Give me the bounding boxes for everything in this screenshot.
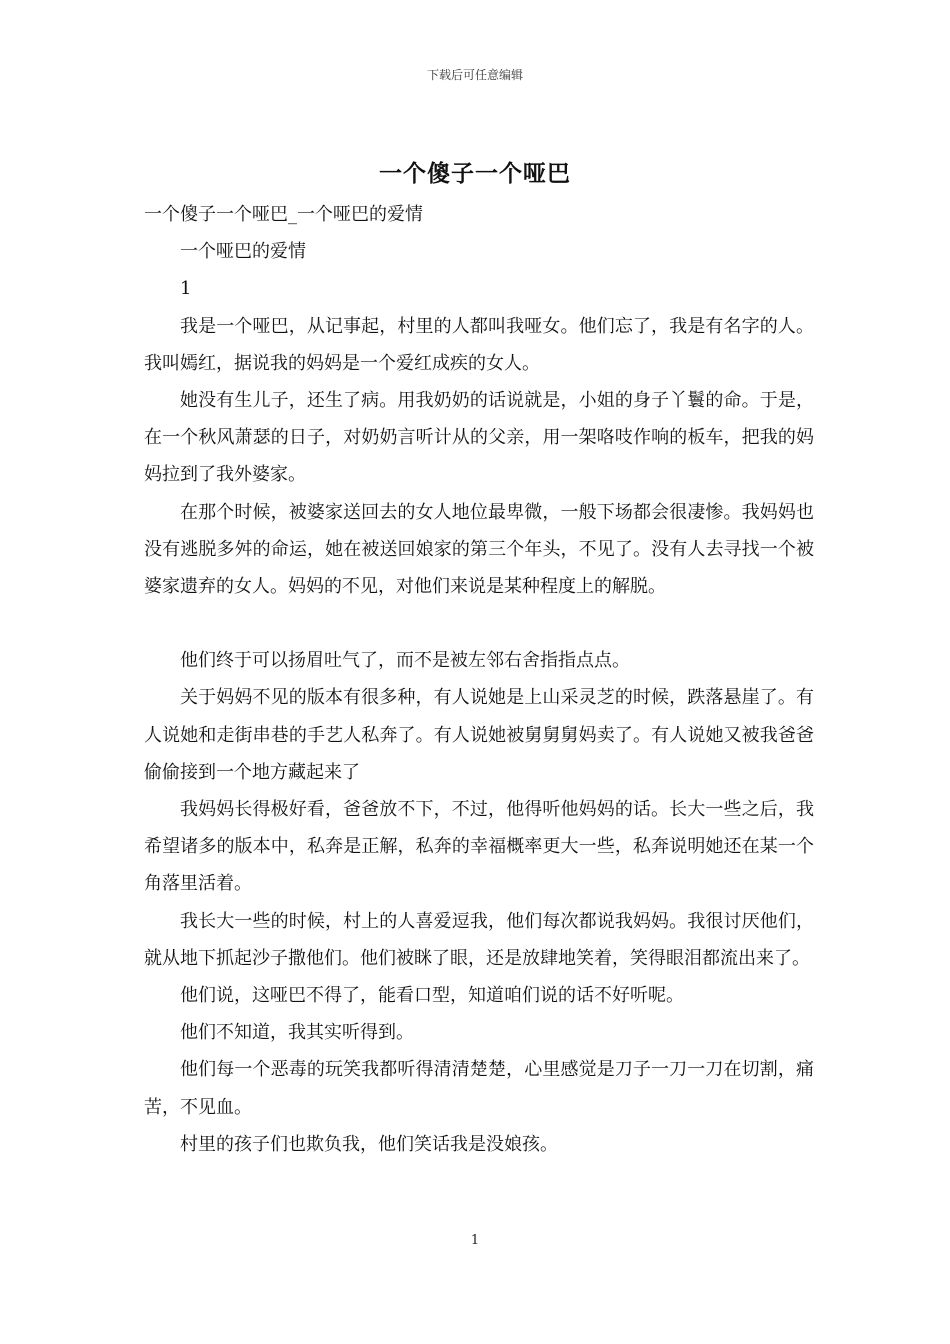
download-note: 下载后可任意编辑 xyxy=(426,68,523,82)
document-title: 一个傻子一个哑巴 xyxy=(379,160,571,187)
section-title: 一个哑巴的爱情 xyxy=(180,241,306,263)
paragraph: 我是一个哑巴，从记事起，村里的人都叫我哑女。他们忘了，我是有名字的人。我叫嫣红，据说我的妈妈是一个爱红成疾的女人。 xyxy=(144,315,814,374)
paragraph: 村里的孩子们也欺负我，他们笑话我是没娘孩。 xyxy=(180,1133,558,1155)
paragraph: 我长大一些的时候，村上的人喜爱逗我，他们每次都说我妈妈。我很讨厌他们，就从地下抓起沙子撒他们。他们被眯了眼，还是放肆地笑着，笑得眼泪都流出来了。 xyxy=(144,910,814,969)
paragraph: 她没有生儿子，还生了病。用我奶奶的话说就是，小姐的身子丫鬟的命。于是，在一个秋风萧瑟的日子，对奶奶言听计从的父亲，用一架咯吱作响的板车，把我的妈妈拉到了我外婆家。 xyxy=(144,390,814,486)
subtitle: 一个傻子一个哑巴_一个哑巴的爱情 xyxy=(144,204,423,225)
paragraph: 在那个时候，被婆家送回去的女人地位最卑微，一般下场都会很凄惨。我妈妈也没有逃脱多舛的命运，她在被送回娘家的第三个年头，不见了。没有人去寻找一个被婆家遗弃的女人。妈妈的不见，对他们来说是某种程度上的解脱。 xyxy=(144,501,814,598)
paragraph: 关于妈妈不见的版本有很多种，有人说她是上山采灵芝的时候，跌落悬崖了。有人说她和走街串巷的手艺人私奔了。有人说她被舅舅舅妈卖了。有人说她又被我爸爸偷偷接到一个地方藏起来了 xyxy=(144,687,814,783)
document-body xyxy=(144,196,814,1163)
paragraph: 我妈妈长得极好看，爸爸放不下，不过，他得听他妈妈的话。长大一些之后，我希望诸多的版本中，私奔是正解，私奔的幸福概率更大一些，私奔说明她还在某一个角落里活着。 xyxy=(144,799,814,895)
paragraph: 他们不知道，我其实听得到。 xyxy=(180,1022,414,1044)
paragraph: 他们说，这哑巴不得了，能看口型，知道咱们说的话不好听呢。 xyxy=(180,985,684,1007)
page-number: 1 xyxy=(470,1233,480,1248)
paragraph: 他们终于可以扬眉吐气了，而不是被左邻右舍指指点点。 xyxy=(180,650,630,672)
chapter-number: 1 xyxy=(180,278,192,300)
paragraph: 他们每一个恶毒的玩笑我都听得清清楚楚，心里感觉是刀子一刀一刀在切割，痛苦，不见血。 xyxy=(144,1059,814,1118)
